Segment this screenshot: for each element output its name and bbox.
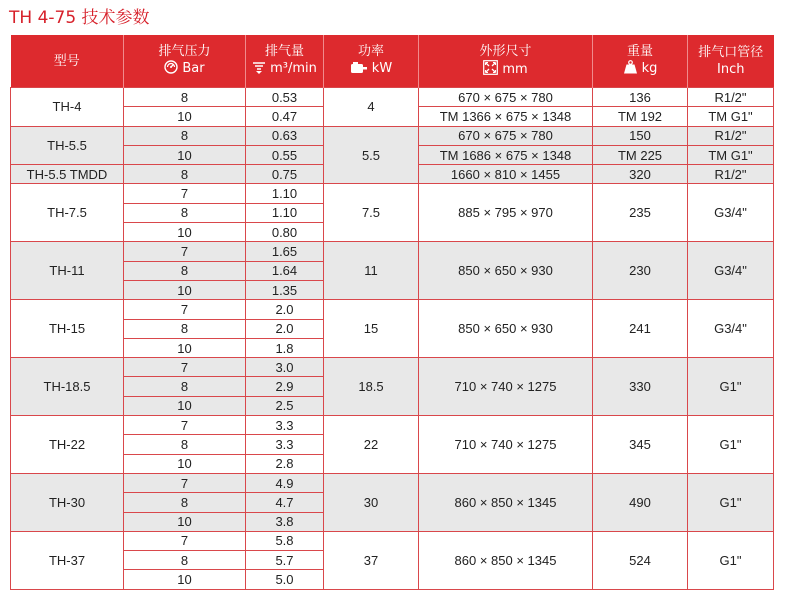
weight-cell: TM 225 bbox=[593, 145, 688, 164]
pressure-cell: 10 bbox=[124, 454, 246, 473]
dimensions-cell: 850 × 650 × 930 bbox=[419, 242, 593, 300]
weight-cell: 241 bbox=[593, 300, 688, 358]
weight-cell: 235 bbox=[593, 184, 688, 242]
dimensions-cell: TM 1366 × 675 × 1348 bbox=[419, 107, 593, 126]
pressure-cell: 8 bbox=[124, 203, 246, 222]
model-cell: TH-4 bbox=[11, 88, 124, 127]
flow-cell: 0.63 bbox=[246, 126, 324, 145]
col-dims bbox=[419, 35, 593, 88]
pressure-cell: 7 bbox=[124, 358, 246, 377]
col-flow bbox=[246, 35, 324, 88]
col-power-label: 功率 bbox=[357, 44, 384, 59]
pressure-cell: 10 bbox=[124, 223, 246, 242]
model-cell: TH-22 bbox=[11, 416, 124, 474]
flow-cell: 5.0 bbox=[246, 570, 324, 589]
col-weight-unit: kg bbox=[641, 61, 658, 76]
flow-cell: 2.0 bbox=[246, 319, 324, 338]
flow-cell: 3.3 bbox=[246, 435, 324, 454]
pressure-cell: 7 bbox=[124, 416, 246, 435]
flow-cell: 0.47 bbox=[246, 107, 324, 126]
table-row bbox=[11, 184, 774, 203]
model-cell: TH-18.5 bbox=[11, 358, 124, 416]
outlet-cell: G1" bbox=[688, 473, 774, 531]
power-cell: 18.5 bbox=[324, 358, 419, 416]
outlet-cell: R1/2" bbox=[688, 88, 774, 107]
pressure-cell: 8 bbox=[124, 435, 246, 454]
dimensions-cell: 860 × 850 × 1345 bbox=[419, 531, 593, 589]
flow-cell: 1.35 bbox=[246, 280, 324, 299]
col-dims-unit: mm bbox=[502, 61, 528, 77]
outlet-cell: G1" bbox=[688, 531, 774, 589]
outlet-cell: G3/4" bbox=[688, 184, 774, 242]
col-pressure-label: 排气压力 bbox=[158, 44, 211, 59]
pressure-cell: 7 bbox=[124, 473, 246, 492]
col-power-unit: kW bbox=[371, 61, 393, 76]
dimensions-cell: 850 × 650 × 930 bbox=[419, 300, 593, 358]
flow-cell: 4.7 bbox=[246, 493, 324, 512]
flow-cell: 0.55 bbox=[246, 145, 324, 164]
pressure-cell: 7 bbox=[124, 531, 246, 550]
dimensions-cell: 860 × 850 × 1345 bbox=[419, 473, 593, 531]
flow-cell: 0.80 bbox=[246, 223, 324, 242]
table-row bbox=[11, 88, 774, 107]
dimensions-cell: 710 × 740 × 1275 bbox=[419, 416, 593, 474]
outlet-cell: R1/2" bbox=[688, 126, 774, 145]
weight-cell: 320 bbox=[593, 165, 688, 184]
outlet-cell: TM G1" bbox=[688, 107, 774, 126]
motor-icon bbox=[350, 62, 368, 79]
power-cell: 22 bbox=[324, 416, 419, 474]
table-row bbox=[11, 358, 774, 377]
model-cell: TH-15 bbox=[11, 300, 124, 358]
pressure-cell: 10 bbox=[124, 107, 246, 126]
model-cell: TH-5.5 TMDD bbox=[11, 165, 124, 184]
flow-cell: 0.75 bbox=[246, 165, 324, 184]
weight-cell: 330 bbox=[593, 358, 688, 416]
pressure-cell: 8 bbox=[124, 551, 246, 570]
pressure-cell: 10 bbox=[124, 512, 246, 531]
weight-cell: TM 192 bbox=[593, 107, 688, 126]
col-model-label: 型号 bbox=[53, 53, 80, 69]
table-row bbox=[11, 300, 774, 319]
power-cell: 11 bbox=[324, 242, 419, 300]
pressure-cell: 8 bbox=[124, 377, 246, 396]
outlet-cell: G3/4" bbox=[688, 242, 774, 300]
pressure-cell: 8 bbox=[124, 126, 246, 145]
col-dims-label: 外形尺寸 bbox=[479, 43, 532, 59]
flow-cell: 3.8 bbox=[246, 512, 324, 531]
power-cell: 30 bbox=[324, 473, 419, 531]
outlet-cell: TM G1" bbox=[688, 145, 774, 164]
page-title: TH 4-75 技术参数 bbox=[9, 8, 150, 28]
airflow-icon bbox=[252, 61, 266, 79]
flow-cell: 3.0 bbox=[246, 358, 324, 377]
col-flow-unit: m³/min bbox=[270, 61, 317, 76]
col-pressure bbox=[124, 35, 246, 88]
pressure-cell: 8 bbox=[124, 319, 246, 338]
power-cell: 15 bbox=[324, 300, 419, 358]
outlet-cell: G1" bbox=[688, 416, 774, 474]
pressure-cell: 10 bbox=[124, 280, 246, 299]
col-model bbox=[11, 35, 124, 88]
model-cell: TH-30 bbox=[11, 473, 124, 531]
dimensions-cell: 670 × 675 × 780 bbox=[419, 88, 593, 107]
pressure-cell: 7 bbox=[124, 242, 246, 261]
pressure-cell: 10 bbox=[124, 396, 246, 415]
weight-cell: 345 bbox=[593, 416, 688, 474]
flow-cell: 2.8 bbox=[246, 454, 324, 473]
header-row bbox=[11, 35, 774, 88]
col-pressure-unit: Bar bbox=[182, 61, 205, 76]
flow-cell: 4.9 bbox=[246, 473, 324, 492]
pressure-cell: 7 bbox=[124, 184, 246, 203]
weight-cell: 136 bbox=[593, 88, 688, 107]
pressure-cell: 8 bbox=[124, 261, 246, 280]
flow-cell: 2.0 bbox=[246, 300, 324, 319]
pressure-cell: 8 bbox=[124, 165, 246, 184]
table-row bbox=[11, 416, 774, 435]
col-weight bbox=[593, 35, 688, 88]
model-cell: TH-37 bbox=[11, 531, 124, 589]
dimensions-cell: 1660 × 810 × 1455 bbox=[419, 165, 593, 184]
col-outlet bbox=[688, 35, 774, 88]
power-cell: 37 bbox=[324, 531, 419, 589]
flow-cell: 2.5 bbox=[246, 396, 324, 415]
flow-cell: 2.9 bbox=[246, 377, 324, 396]
dimensions-cell: TM 1686 × 675 × 1348 bbox=[419, 145, 593, 164]
col-outlet-label: 排气口管径 bbox=[698, 45, 764, 60]
flow-cell: 5.8 bbox=[246, 531, 324, 550]
col-weight-label: 重量 bbox=[626, 44, 653, 59]
pressure-cell: 10 bbox=[124, 570, 246, 589]
weight-cell: 524 bbox=[593, 531, 688, 589]
table-row bbox=[11, 126, 774, 145]
spec-table bbox=[10, 35, 774, 590]
table-row bbox=[11, 242, 774, 261]
dimensions-cell: 670 × 675 × 780 bbox=[419, 126, 593, 145]
col-power bbox=[324, 35, 419, 88]
pressure-cell: 10 bbox=[124, 145, 246, 164]
pressure-cell: 10 bbox=[124, 338, 246, 357]
flow-cell: 1.10 bbox=[246, 203, 324, 222]
table-row bbox=[11, 531, 774, 550]
pressure-cell: 7 bbox=[124, 300, 246, 319]
flow-cell: 0.53 bbox=[246, 88, 324, 107]
power-cell: 7.5 bbox=[324, 184, 419, 242]
col-flow-label: 排气量 bbox=[264, 44, 304, 59]
dimensions-icon bbox=[483, 60, 498, 80]
flow-cell: 1.8 bbox=[246, 338, 324, 357]
power-cell: 4 bbox=[324, 88, 419, 127]
flow-cell: 1.65 bbox=[246, 242, 324, 261]
weight-cell: 230 bbox=[593, 242, 688, 300]
gauge-icon bbox=[164, 60, 178, 79]
table-row bbox=[11, 473, 774, 492]
flow-cell: 3.3 bbox=[246, 416, 324, 435]
power-cell: 5.5 bbox=[324, 126, 419, 184]
weight-icon bbox=[623, 60, 638, 79]
pressure-cell: 8 bbox=[124, 88, 246, 107]
outlet-cell: R1/2" bbox=[688, 165, 774, 184]
weight-cell: 150 bbox=[593, 126, 688, 145]
pressure-cell: 8 bbox=[124, 493, 246, 512]
dimensions-cell: 885 × 795 × 970 bbox=[419, 184, 593, 242]
flow-cell: 1.64 bbox=[246, 261, 324, 280]
model-cell: TH-7.5 bbox=[11, 184, 124, 242]
outlet-cell: G1" bbox=[688, 358, 774, 416]
outlet-cell: G3/4" bbox=[688, 300, 774, 358]
model-cell: TH-5.5 bbox=[11, 126, 124, 165]
col-outlet-unit: Inch bbox=[717, 62, 745, 77]
dimensions-cell: 710 × 740 × 1275 bbox=[419, 358, 593, 416]
flow-cell: 1.10 bbox=[246, 184, 324, 203]
model-cell: TH-11 bbox=[11, 242, 124, 300]
weight-cell: 490 bbox=[593, 473, 688, 531]
flow-cell: 5.7 bbox=[246, 551, 324, 570]
